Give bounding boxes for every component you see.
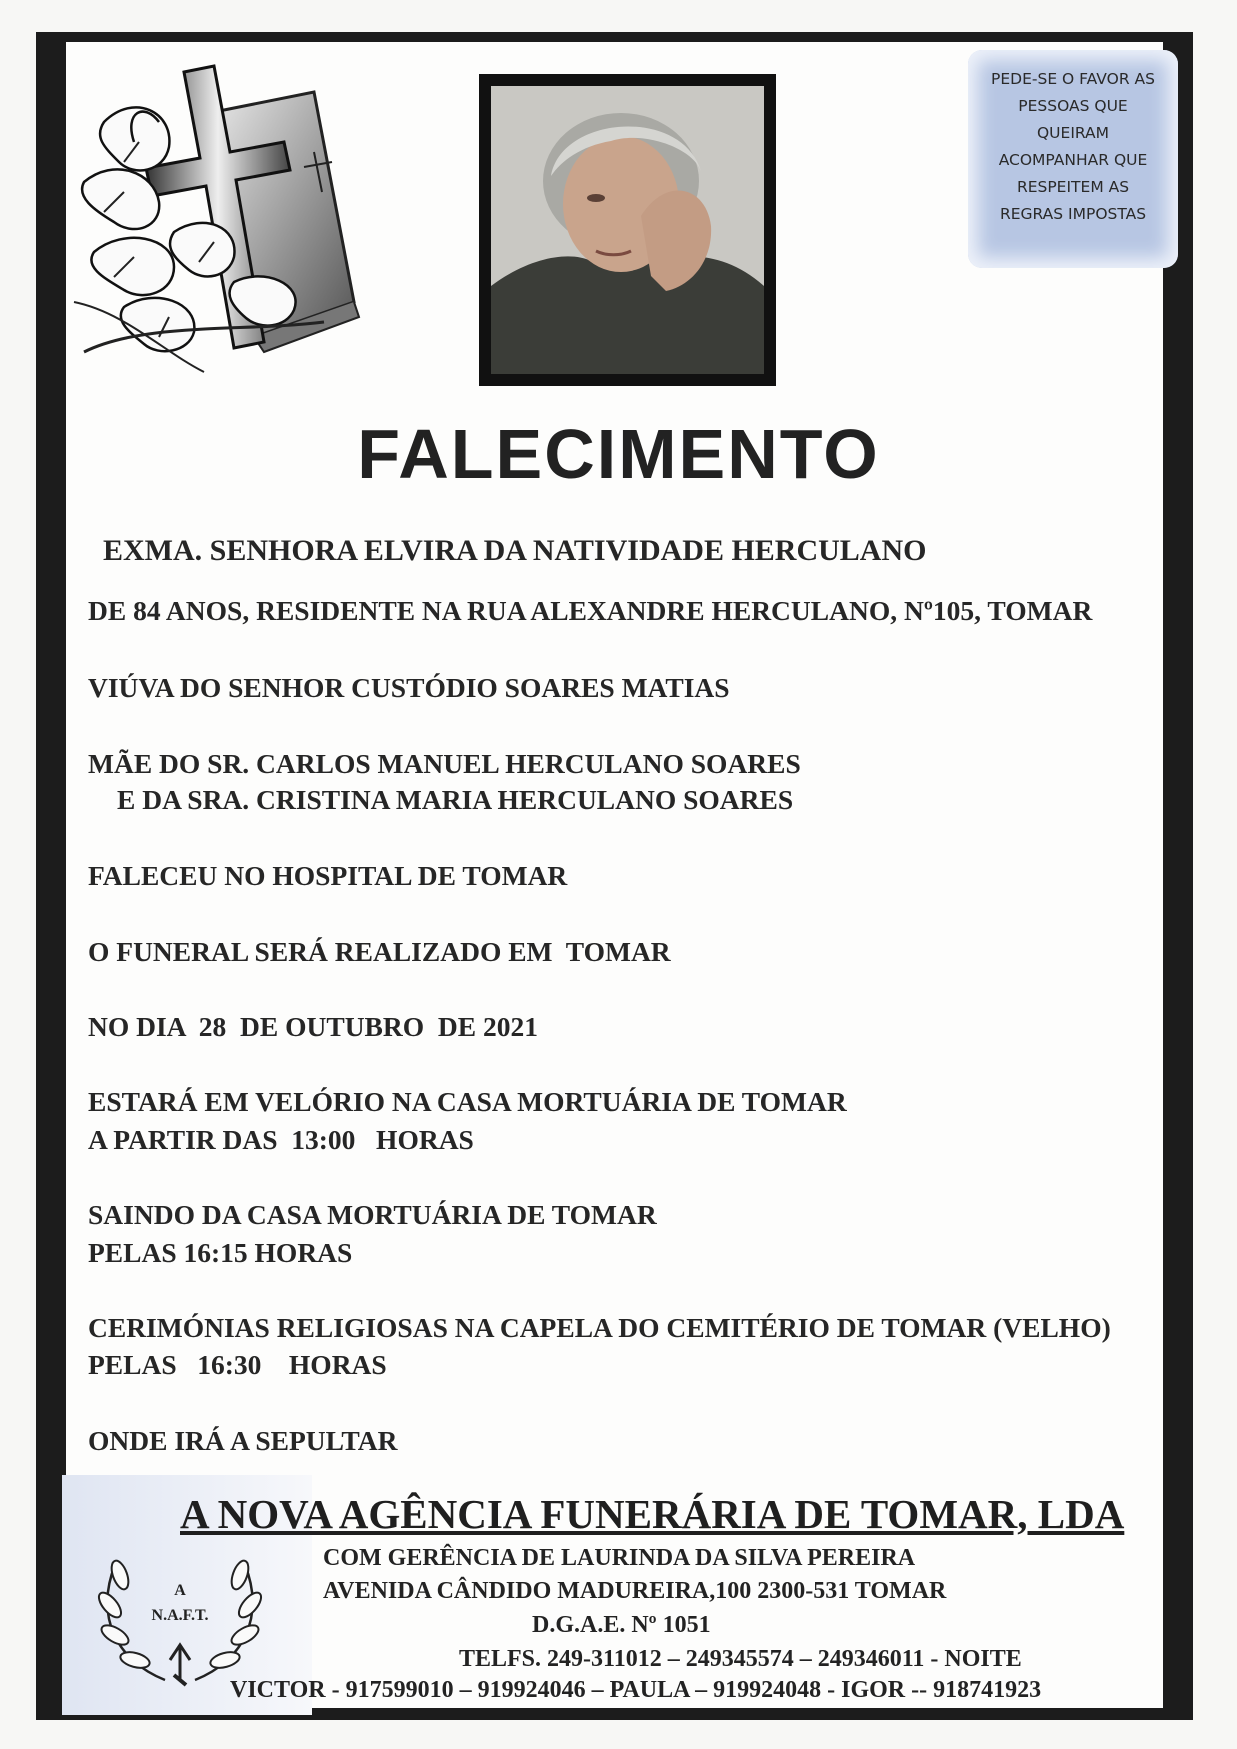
agency-dgae: D.G.A.E. Nº 1051: [532, 1612, 711, 1638]
cross-lily-illustration: [64, 52, 364, 382]
portrait-photo: [491, 86, 764, 374]
portrait-photo-frame: [479, 74, 776, 386]
wake-time: A PARTIR DAS 13:00 HORAS: [88, 1124, 474, 1155]
place-of-death: FALECEU NO HOSPITAL DE TOMAR: [88, 860, 568, 891]
agency-wreath-logo: [90, 1520, 270, 1695]
logo-letter: A: [174, 1582, 186, 1599]
ceremony-location: CERIMÓNIAS RELIGIOSAS NA CAPELA DO CEMITÉRIO DE TOMAR (VELHO): [88, 1312, 1111, 1343]
notice-line: QUEIRAM: [1036, 124, 1110, 142]
mother-of-line-2: E DA SRA. CRISTINA MARIA HERCULANO SOARES: [117, 784, 794, 815]
notice-line: RESPEITEM AS: [1016, 178, 1130, 196]
departure-time: PELAS 16:15 HORAS: [88, 1237, 353, 1268]
notice-text: [968, 66, 1178, 228]
page-title: FALECIMENTO: [357, 415, 880, 493]
agency-address: AVENIDA CÂNDIDO MADUREIRA,100 2300-531 TOMAR: [323, 1578, 947, 1604]
funeral-date: NO DIA 28 DE OUTUBRO DE 2021: [88, 1011, 538, 1042]
funeral-location: O FUNERAL SERÁ REALIZADO EM TOMAR: [88, 936, 671, 967]
departure-location: SAINDO DA CASA MORTUÁRIA DE TOMAR: [88, 1199, 657, 1230]
widow-of: VIÚVA DO SENHOR CUSTÓDIO SOARES MATIAS: [88, 672, 730, 703]
burial-note: ONDE IRÁ A SEPULTAR: [88, 1425, 398, 1456]
notice-line: PESSOAS QUE: [1018, 97, 1128, 115]
age-residence: DE 84 ANOS, RESIDENTE NA RUA ALEXANDRE HERCULANO, Nº105, TOMAR: [88, 595, 1093, 626]
agency-contacts: VICTOR - 917599010 – 919924046 – PAULA – 919924048 - IGOR -- 918741923: [230, 1677, 1042, 1703]
notice-line: REGRAS IMPOSTAS: [999, 205, 1147, 223]
ceremony-time: PELAS 16:30 HORAS: [88, 1349, 387, 1380]
agency-phones: TELFS. 249-311012 – 249345574 – 249346011 - NOITE: [459, 1646, 1022, 1672]
agency-management: COM GERÊNCIA DE LAURINDA DA SILVA PEREIRA: [323, 1545, 916, 1571]
agency-name: A NOVA AGÊNCIA FUNERÁRIA DE TOMAR, LDA: [180, 1491, 1125, 1537]
notice-box: [968, 50, 1178, 268]
mother-of-line-1: MÃE DO SR. CARLOS MANUEL HERCULANO SOARES: [88, 748, 801, 779]
portrait-silhouette: [491, 86, 764, 374]
notice-line: PEDE-SE O FAVOR AS: [991, 70, 1155, 88]
wake-location: ESTARÁ EM VELÓRIO NA CASA MORTUÁRIA DE TOMAR: [88, 1086, 847, 1117]
deceased-name: EXMA. SENHORA ELVIRA DA NATIVIDADE HERCULANO: [103, 534, 927, 567]
notice-line: ACOMPANHAR QUE: [998, 151, 1148, 169]
logo-initials: N.A.F.T.: [151, 1607, 209, 1624]
